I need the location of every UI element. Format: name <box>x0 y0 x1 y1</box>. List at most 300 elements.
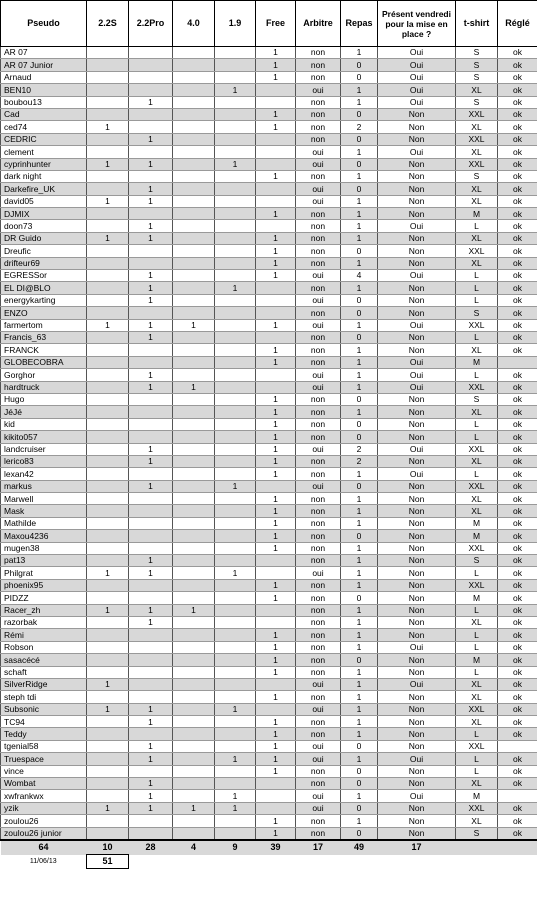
total-cell: 64 <box>1 840 87 855</box>
table-cell: Non <box>378 393 456 405</box>
table-cell <box>87 381 129 393</box>
pseudo-cell: schaft <box>1 666 87 678</box>
table-cell: Non <box>378 703 456 715</box>
table-cell: 1 <box>129 195 173 207</box>
table-cell <box>129 393 173 405</box>
table-cell <box>215 468 256 480</box>
table-cell <box>173 827 215 840</box>
table-cell <box>129 208 173 220</box>
table-cell: 1 <box>129 555 173 567</box>
table-cell: 1 <box>341 468 378 480</box>
table-cell: 1 <box>256 716 296 728</box>
pseudo-cell: Dreufic <box>1 245 87 257</box>
table-cell <box>87 592 129 604</box>
table-cell <box>87 71 129 83</box>
table-cell: Oui <box>378 146 456 158</box>
table-cell: L <box>456 641 498 653</box>
table-cell: oui <box>296 703 341 715</box>
table-cell: 1 <box>256 319 296 331</box>
table-cell: 1 <box>87 232 129 244</box>
table-cell <box>87 728 129 740</box>
table-cell <box>173 455 215 467</box>
table-cell: Non <box>378 505 456 517</box>
table-row <box>1 765 537 777</box>
table-cell: ok <box>498 604 537 616</box>
table-cell: 0 <box>341 307 378 319</box>
table-row <box>1 505 537 517</box>
table-row <box>1 802 537 814</box>
table-cell: ok <box>498 294 537 306</box>
pseudo-cell: david05 <box>1 195 87 207</box>
table-cell: 0 <box>341 827 378 840</box>
table-cell: XXL <box>456 319 498 331</box>
table-cell <box>215 71 256 83</box>
table-cell: Non <box>378 654 456 666</box>
table-cell: 1 <box>256 443 296 455</box>
table-cell <box>87 542 129 554</box>
table-cell: 1 <box>129 270 173 282</box>
table-row <box>1 604 537 616</box>
pseudo-cell: lerico83 <box>1 455 87 467</box>
table-cell: non <box>296 542 341 554</box>
table-cell <box>129 170 173 182</box>
table-cell: 1 <box>129 703 173 715</box>
table-cell: Oui <box>378 84 456 96</box>
pseudo-cell: tgenial58 <box>1 740 87 752</box>
table-row <box>1 753 537 765</box>
pseudo-cell: ced74 <box>1 121 87 133</box>
table-cell: non <box>296 257 341 269</box>
table-cell <box>215 381 256 393</box>
table-cell <box>87 108 129 120</box>
pseudo-cell: ENZO <box>1 307 87 319</box>
table-cell <box>87 282 129 294</box>
table-cell: 0 <box>341 778 378 790</box>
table-row <box>1 790 537 802</box>
table-cell <box>129 542 173 554</box>
table-cell: non <box>296 220 341 232</box>
table-cell <box>215 716 256 728</box>
table-cell: non <box>296 778 341 790</box>
table-cell: 1 <box>256 728 296 740</box>
table-cell: Non <box>378 418 456 430</box>
pseudo-cell: Racer_zh <box>1 604 87 616</box>
table-cell <box>215 170 256 182</box>
table-row <box>1 270 537 282</box>
table-cell: S <box>456 47 498 59</box>
table-cell: oui <box>296 319 341 331</box>
table-cell: ok <box>498 381 537 393</box>
table-cell: ok <box>498 716 537 728</box>
table-cell: 1 <box>341 815 378 827</box>
col-tshirt: t-shirt <box>456 1 498 47</box>
table-row <box>1 629 537 641</box>
table-cell: 1 <box>256 629 296 641</box>
table-cell <box>129 728 173 740</box>
table-cell: S <box>456 393 498 405</box>
table-cell: 1 <box>87 678 129 690</box>
table-cell: L <box>456 728 498 740</box>
col-22s: 2.2S <box>87 1 129 47</box>
table-cell: S <box>456 71 498 83</box>
table-row <box>1 815 537 827</box>
table-cell: non <box>296 666 341 678</box>
table-cell: Oui <box>378 356 456 368</box>
table-row <box>1 579 537 591</box>
table-cell: 1 <box>341 753 378 765</box>
table-cell: 1 <box>256 108 296 120</box>
pseudo-cell: Hugo <box>1 393 87 405</box>
pseudo-cell: dark night <box>1 170 87 182</box>
table-cell <box>129 257 173 269</box>
table-cell: 1 <box>256 208 296 220</box>
table-cell <box>87 294 129 306</box>
table-cell: XL <box>456 257 498 269</box>
table-cell: 0 <box>341 183 378 195</box>
table-cell: M <box>456 790 498 802</box>
table-cell: non <box>296 307 341 319</box>
table-cell: M <box>456 517 498 529</box>
table-cell: non <box>296 468 341 480</box>
table-cell: 1 <box>215 158 256 170</box>
total-cell: 28 <box>129 840 173 855</box>
table-cell <box>256 678 296 690</box>
table-cell <box>215 815 256 827</box>
table-cell <box>173 468 215 480</box>
table-cell: ok <box>498 542 537 554</box>
table-cell: L <box>456 753 498 765</box>
table-cell: ok <box>498 505 537 517</box>
table-cell <box>256 220 296 232</box>
pseudo-cell: zoulou26 <box>1 815 87 827</box>
table-cell: oui <box>296 381 341 393</box>
pseudo-cell: kikito057 <box>1 431 87 443</box>
table-row <box>1 71 537 83</box>
table-cell: ok <box>498 245 537 257</box>
table-cell: Non <box>378 245 456 257</box>
table-cell: ok <box>498 170 537 182</box>
table-row <box>1 728 537 740</box>
table-cell: ok <box>498 455 537 467</box>
table-cell: ok <box>498 257 537 269</box>
table-cell: 1 <box>341 641 378 653</box>
table-cell <box>173 356 215 368</box>
table-cell: 1 <box>256 517 296 529</box>
table-cell <box>256 331 296 343</box>
col-pseudo: Pseudo <box>1 1 87 47</box>
table-row <box>1 740 537 752</box>
table-cell <box>256 567 296 579</box>
table-row <box>1 654 537 666</box>
table-cell: XL <box>456 616 498 628</box>
table-cell <box>87 616 129 628</box>
table-cell <box>129 592 173 604</box>
table-cell: ok <box>498 703 537 715</box>
table-cell: Oui <box>378 47 456 59</box>
table-row <box>1 641 537 653</box>
table-row <box>1 331 537 343</box>
table-cell <box>87 220 129 232</box>
table-cell <box>173 691 215 703</box>
table-cell <box>173 567 215 579</box>
table-cell <box>87 555 129 567</box>
table-cell: 1 <box>256 765 296 777</box>
table-cell: XL <box>456 344 498 356</box>
table-cell <box>173 369 215 381</box>
table-cell: XL <box>456 406 498 418</box>
pseudo-cell: DJMIX <box>1 208 87 220</box>
table-cell: 1 <box>215 567 256 579</box>
table-cell <box>215 691 256 703</box>
table-cell <box>129 530 173 542</box>
table-cell: 2 <box>341 121 378 133</box>
pseudo-cell: AR 07 Junior <box>1 59 87 71</box>
table-cell: 1 <box>173 604 215 616</box>
table-cell: XXL <box>456 802 498 814</box>
table-cell <box>87 666 129 678</box>
table-cell <box>215 827 256 840</box>
table-cell: 2 <box>341 443 378 455</box>
table-cell: non <box>296 331 341 343</box>
table-row <box>1 468 537 480</box>
pseudo-cell: Truespace <box>1 753 87 765</box>
table-cell: Oui <box>378 319 456 331</box>
table-cell: ok <box>498 827 537 840</box>
table-cell <box>256 381 296 393</box>
table-cell: non <box>296 418 341 430</box>
table-cell: 0 <box>341 133 378 145</box>
table-cell: oui <box>296 146 341 158</box>
table-cell: M <box>456 530 498 542</box>
table-cell: 1 <box>87 703 129 715</box>
total-cell: 17 <box>296 840 341 855</box>
total-cell <box>456 840 498 855</box>
table-cell <box>215 183 256 195</box>
table-cell: oui <box>296 740 341 752</box>
col-arbitre: Arbitre <box>296 1 341 47</box>
table-cell <box>87 418 129 430</box>
table-cell <box>215 47 256 59</box>
pseudo-cell: Gorghor <box>1 369 87 381</box>
table-cell <box>129 344 173 356</box>
table-cell: XXL <box>456 381 498 393</box>
table-cell <box>256 183 296 195</box>
table-cell <box>87 641 129 653</box>
table-row <box>1 369 537 381</box>
table-cell <box>173 331 215 343</box>
table-cell <box>173 133 215 145</box>
table-cell: L <box>456 270 498 282</box>
table-row <box>1 778 537 790</box>
table-cell <box>173 232 215 244</box>
table-cell: non <box>296 505 341 517</box>
table-cell: non <box>296 96 341 108</box>
table-cell: Non <box>378 778 456 790</box>
table-cell: 1 <box>256 641 296 653</box>
table-cell <box>173 728 215 740</box>
pseudo-cell: JéJé <box>1 406 87 418</box>
table-cell: ok <box>498 319 537 331</box>
pseudo-cell: doon73 <box>1 220 87 232</box>
table-cell: non <box>296 604 341 616</box>
table-cell <box>173 493 215 505</box>
table-cell: XXL <box>456 158 498 170</box>
pseudo-cell: SilverRidge <box>1 678 87 690</box>
table-cell: Non <box>378 716 456 728</box>
table-cell: XXL <box>456 703 498 715</box>
table-cell: L <box>456 567 498 579</box>
table-cell <box>215 369 256 381</box>
table-cell <box>256 555 296 567</box>
table-cell: Non <box>378 579 456 591</box>
table-cell: XL <box>456 505 498 517</box>
table-cell: 1 <box>129 455 173 467</box>
table-cell: ok <box>498 59 537 71</box>
table-cell <box>173 170 215 182</box>
pseudo-cell: Philgrat <box>1 567 87 579</box>
table-cell: 1 <box>129 778 173 790</box>
table-row <box>1 393 537 405</box>
table-cell: M <box>456 356 498 368</box>
table-cell: L <box>456 282 498 294</box>
table-cell <box>87 59 129 71</box>
table-cell: 1 <box>341 703 378 715</box>
table-cell: XL <box>456 815 498 827</box>
table-cell: 1 <box>256 530 296 542</box>
table-cell <box>215 232 256 244</box>
table-cell <box>129 666 173 678</box>
table-cell: 1 <box>341 691 378 703</box>
table-cell <box>215 505 256 517</box>
table-cell <box>87 443 129 455</box>
table-cell <box>129 815 173 827</box>
pseudo-cell: BEN10 <box>1 84 87 96</box>
table-cell <box>87 133 129 145</box>
pseudo-cell: Teddy <box>1 728 87 740</box>
table-row <box>1 257 537 269</box>
table-cell <box>215 344 256 356</box>
table-cell: non <box>296 344 341 356</box>
table-cell: 1 <box>341 567 378 579</box>
table-cell: Non <box>378 728 456 740</box>
table-cell <box>87 455 129 467</box>
table-cell: Non <box>378 121 456 133</box>
pseudo-cell: Marwell <box>1 493 87 505</box>
table-cell <box>87 740 129 752</box>
table-cell <box>87 307 129 319</box>
table-cell: non <box>296 654 341 666</box>
table-cell: Oui <box>378 220 456 232</box>
table-cell: non <box>296 431 341 443</box>
table-cell <box>215 443 256 455</box>
table-cell: ok <box>498 555 537 567</box>
table-cell: Non <box>378 567 456 579</box>
table-cell: Non <box>378 406 456 418</box>
table-row <box>1 183 537 195</box>
table-cell <box>215 678 256 690</box>
table-cell: XL <box>456 493 498 505</box>
table-cell <box>498 740 537 752</box>
table-cell <box>129 356 173 368</box>
table-cell <box>87 257 129 269</box>
table-cell: non <box>296 356 341 368</box>
table-cell: 0 <box>341 480 378 492</box>
table-cell <box>215 542 256 554</box>
pseudo-cell: steph tdi <box>1 691 87 703</box>
table-cell: non <box>296 393 341 405</box>
pseudo-cell: razorbak <box>1 616 87 628</box>
pseudo-cell: FRANCK <box>1 344 87 356</box>
table-row <box>1 431 537 443</box>
table-cell: L <box>456 418 498 430</box>
total-cell: 49 <box>341 840 378 855</box>
col-19: 1.9 <box>215 1 256 47</box>
table-cell: XL <box>456 678 498 690</box>
table-cell <box>87 331 129 343</box>
table-cell <box>256 96 296 108</box>
table-cell <box>215 108 256 120</box>
table-cell: ok <box>498 406 537 418</box>
table-body <box>1 47 537 841</box>
table-cell: 1 <box>256 406 296 418</box>
table-cell <box>87 579 129 591</box>
table-cell: S <box>456 96 498 108</box>
table-cell <box>173 542 215 554</box>
pseudo-cell: Darkefire_UK <box>1 183 87 195</box>
table-cell: XL <box>456 183 498 195</box>
table-cell: 1 <box>341 146 378 158</box>
table-cell: 0 <box>341 108 378 120</box>
table-cell <box>256 133 296 145</box>
table-cell <box>173 592 215 604</box>
table-cell: oui <box>296 369 341 381</box>
table-cell: 1 <box>256 827 296 840</box>
col-repas: Repas <box>341 1 378 47</box>
table-cell: Oui <box>378 369 456 381</box>
table-cell: 1 <box>341 493 378 505</box>
table-cell <box>129 827 173 840</box>
table-cell: non <box>296 493 341 505</box>
table-cell: non <box>296 232 341 244</box>
table-cell <box>173 257 215 269</box>
table-cell: 1 <box>341 728 378 740</box>
table-cell: S <box>456 170 498 182</box>
table-cell: 1 <box>256 170 296 182</box>
table-cell: XXL <box>456 443 498 455</box>
table-cell <box>173 146 215 158</box>
pseudo-cell: hardtruck <box>1 381 87 393</box>
table-cell: ok <box>498 753 537 765</box>
table-cell: 0 <box>341 245 378 257</box>
table-cell <box>215 493 256 505</box>
table-cell <box>173 778 215 790</box>
table-row <box>1 133 537 145</box>
table-cell <box>87 84 129 96</box>
table-cell: non <box>296 641 341 653</box>
table-cell <box>129 468 173 480</box>
table-cell <box>215 257 256 269</box>
table-cell <box>215 431 256 443</box>
table-cell: ok <box>498 183 537 195</box>
pseudo-cell: phoenix95 <box>1 579 87 591</box>
pseudo-cell: kid <box>1 418 87 430</box>
table-cell: 1 <box>341 542 378 554</box>
total-cell <box>498 840 537 855</box>
table-row <box>1 418 537 430</box>
table-cell: ok <box>498 592 537 604</box>
table-row <box>1 294 537 306</box>
table-row <box>1 121 537 133</box>
